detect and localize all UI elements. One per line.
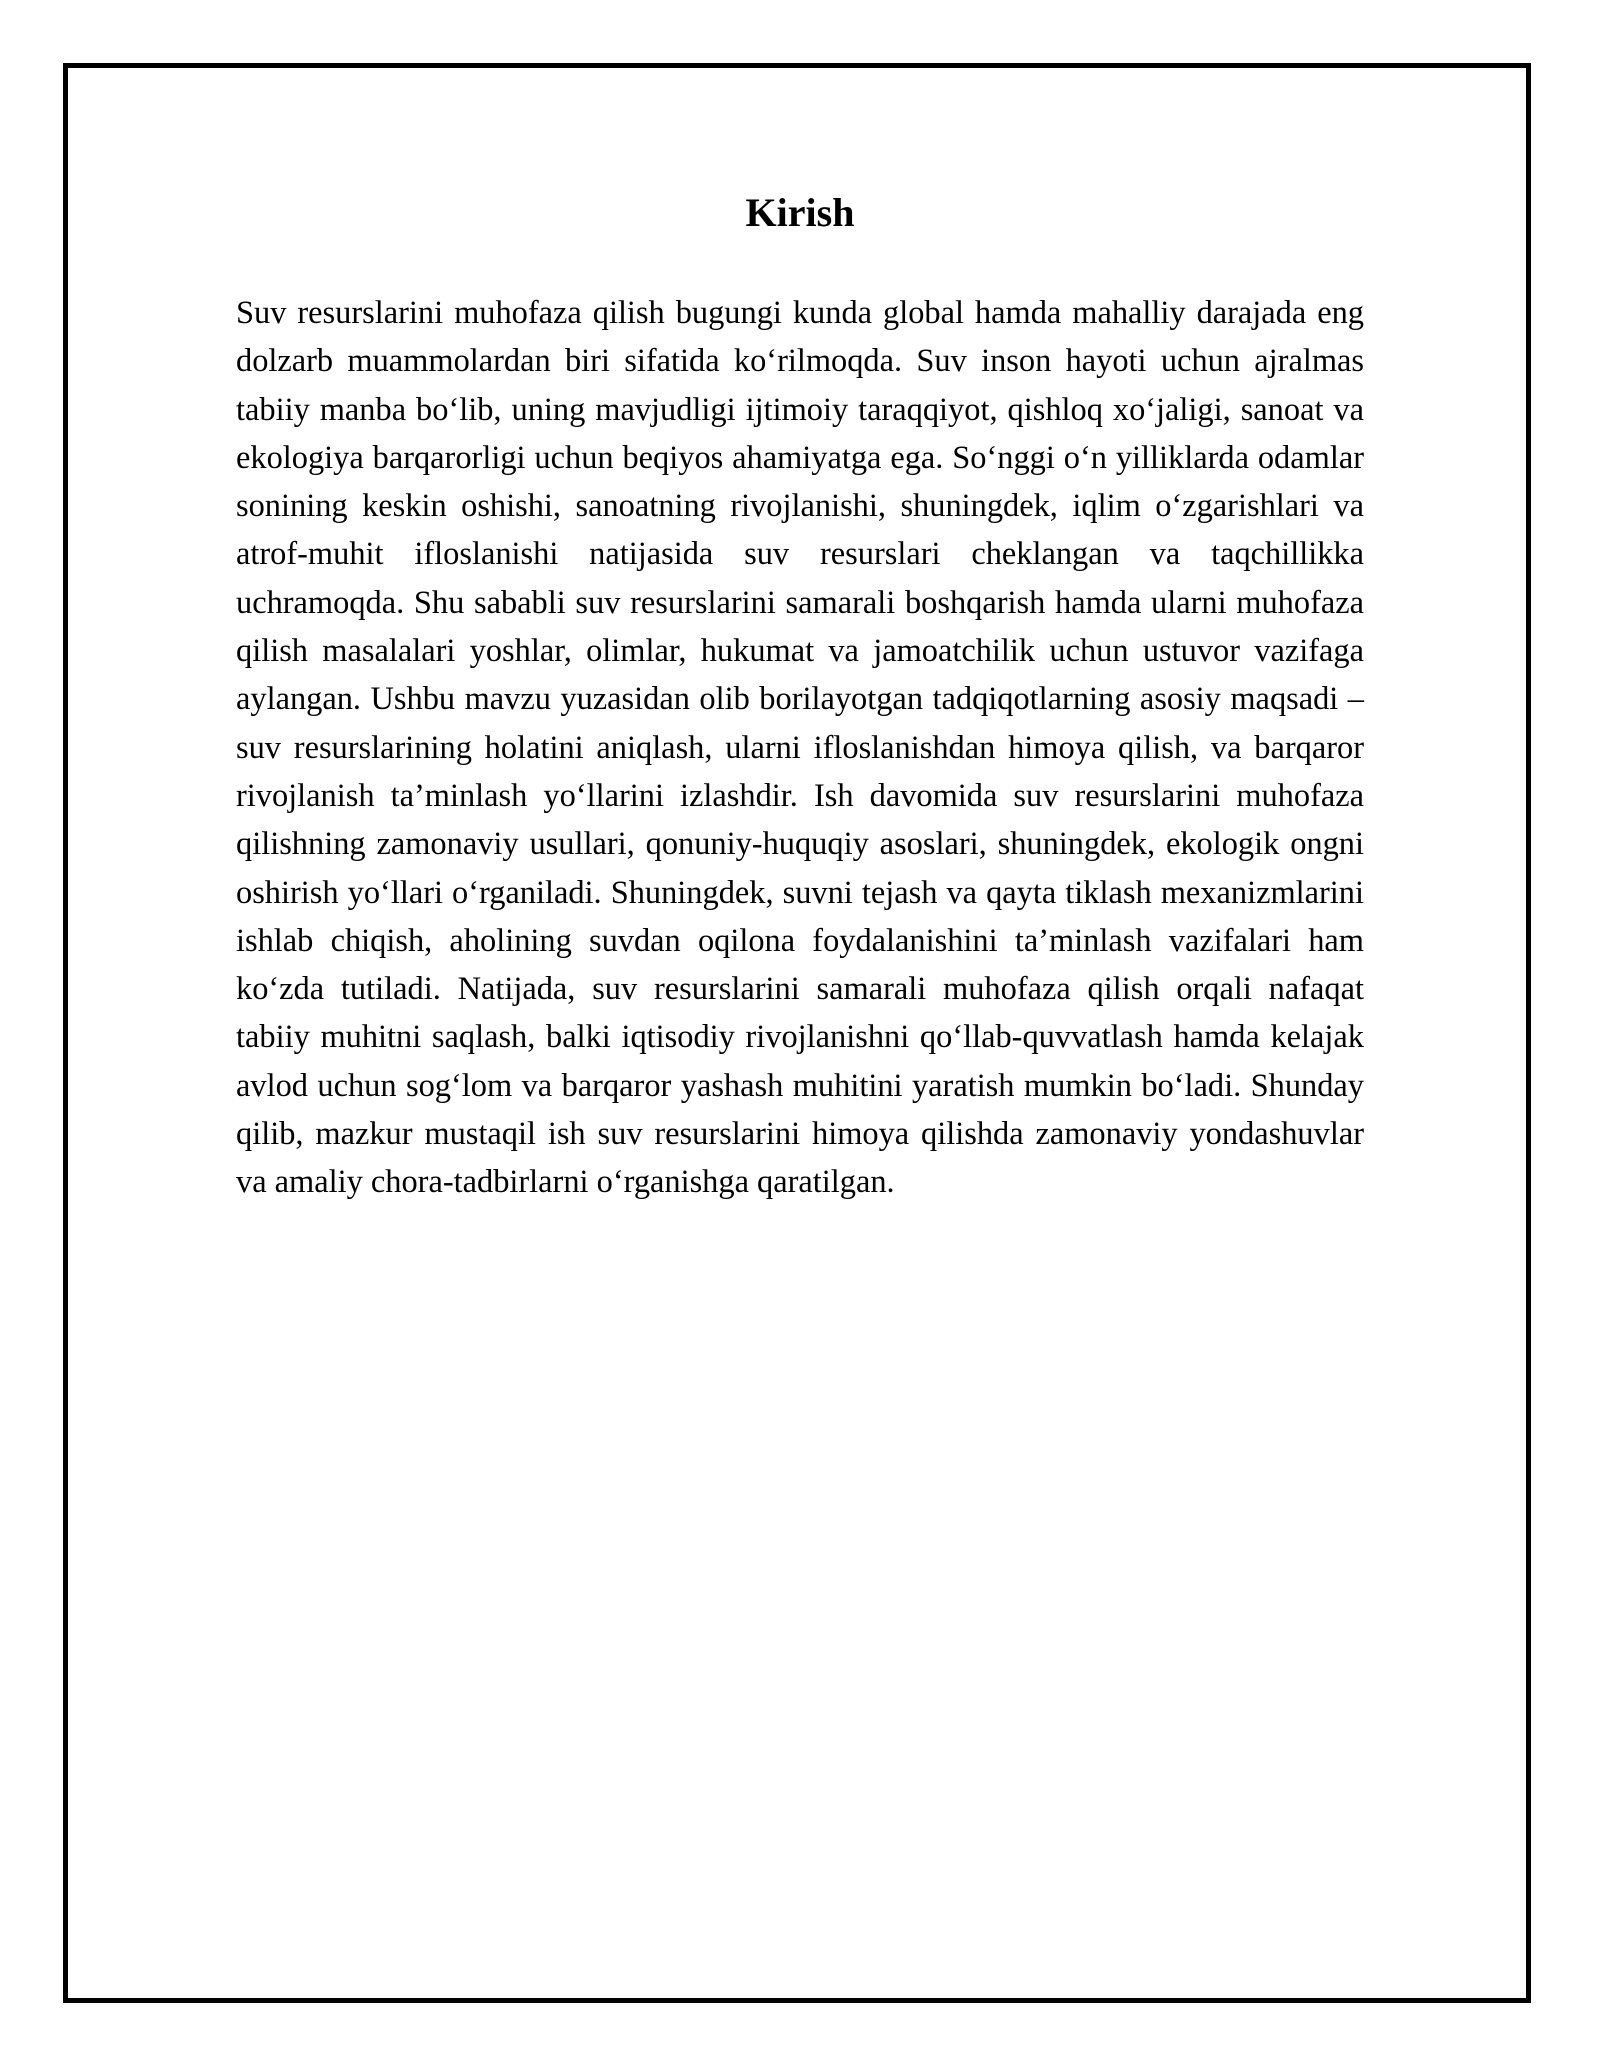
page-title: Kirish [745,190,855,235]
body-paragraph: Suv resurslarini muhofaza qilish bugungi kunda global hamda mahalliy darajada eng dolzarb muammolardan biri sifatida ko‘rilmoqda. Suv inson hayoti uchun ajralmas tabiiy manba bo‘lib, uning mavjudligi ijtimoiy taraqqiyot, qishloq xo‘jaligi, sanoat va ekologiya barqarorligi uchun beqiyos ahamiyatga ega. So‘nggi o‘n yilliklarda odamlar sonining keskin oshishi, sanoatning rivojlanishi, shuningdek, iqlim o‘zgarishlari va atrof-muhit ifloslanishi natijasida suv resurslari cheklangan va taqchillikka uchramoqda. Shu sababli suv resurslarini samarali boshqarish hamda ularni muhofaza qilish masalalari yoshlar, olimlar, hukumat va jamoatchilik uchun ustuvor vazifaga aylangan. Ushbu mavzu yuzasidan olib borilayotgan tadqiqotlarning asosiy maqsadi – suv resurslarining holatini aniqlash, ularni ifloslanishdan himoya qilish, va barqaror rivojlanish ta’minlash yo‘llarini izlashdir. Ish davomida suv resurslarini muhofaza qilishning zamonaviy usullari, qonuniy-huquqiy asoslari, shuningdek, ekologik ongni oshirish yo‘llari o‘rganiladi. Shuningdek, suvni tejash va qayta tiklash mexanizmlarini ishlab chiqish, aholining suvdan oqilona foydalanishini ta’minlash vazifalari ham ko‘zda tutiladi. Natijada, suv resurslarini samarali muhofaza qilish orqali nafaqat tabiiy muhitni saqlash, balki iqtisodiy rivojlanishni qo‘llab-quvvatlash hamda kelajak avlod uchun sog‘lom va barqaror yashash muhitini yaratish mumkin bo‘ladi. Shunday qilib, mazkur mustaqil ish suv resurslarini himoya qilishda zamonaviy yondashuvlar va amaliy chora-tadbirlarni o‘rganishga qaratilgan. [236,295,1364,1201]
